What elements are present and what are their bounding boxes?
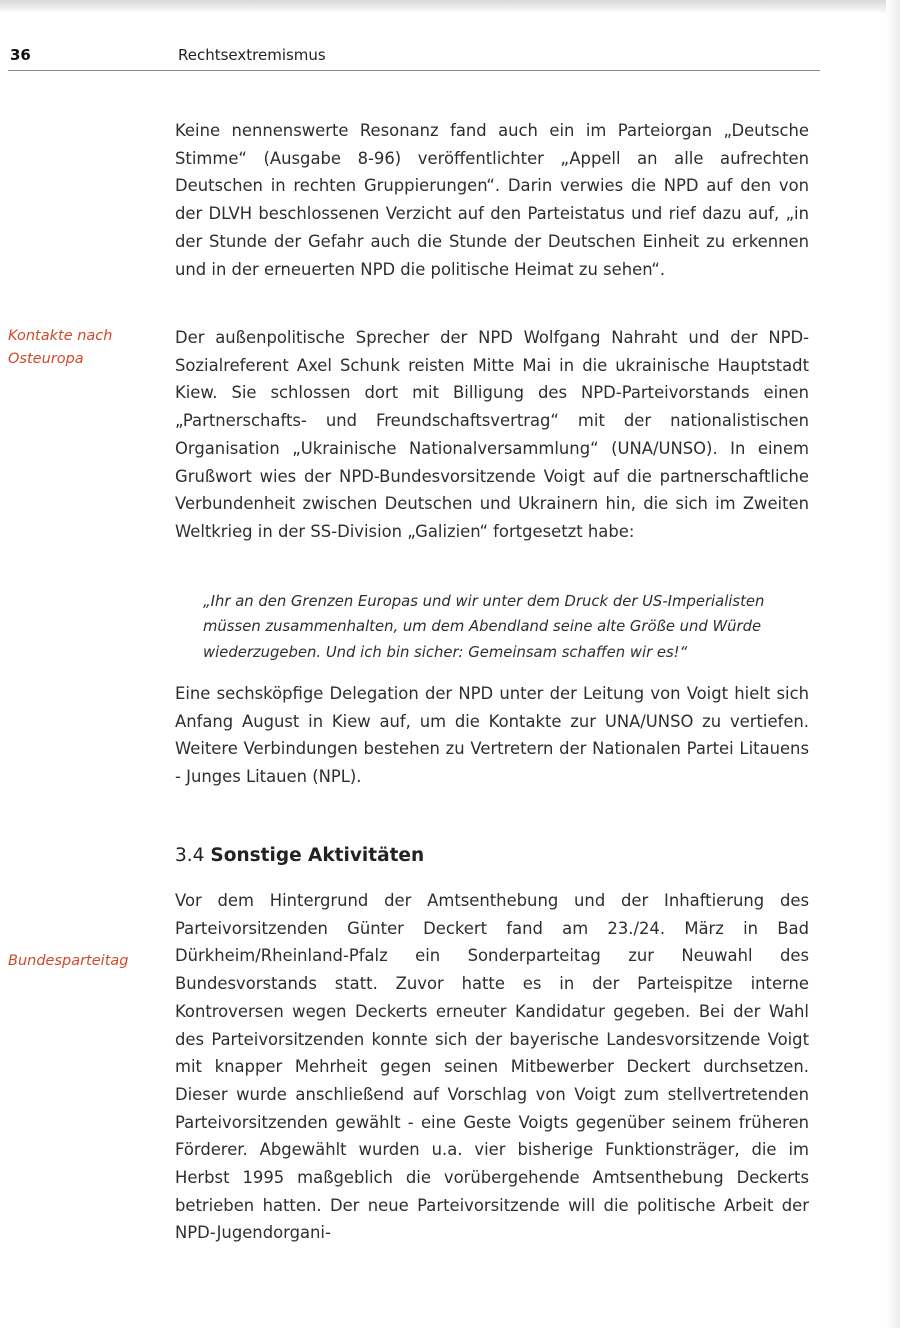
paragraph-2: Der außenpolitische Sprecher der NPD Wolfgang Nahraht und der NPD-Sozialreferent Axel Schunk reisten Mitte Mai in die ukrainische Hauptstadt Kiew. Sie schlossen dort mit Billigung des NPD-Parteivorstands einen „Partnerschafts- und Freundschaftsvertrag“ mit der nationalistischen Organisation „Ukrainische Nationalversammlung“ (UNA/UNSO). In einem Grußwort wies der NPD-Bundesvorsitzende Voigt auf die partnerschaftliche Verbundenheit zwischen Deutschen und Ukrainern hin, die sich im Zweiten Weltkrieg in der SS-Division „Galizien“ fortgesetzt habe: bbox=[175, 328, 809, 541]
scan-shadow-right bbox=[886, 0, 900, 1328]
section-heading bbox=[175, 845, 809, 866]
running-head bbox=[8, 44, 820, 71]
block-quote: „Ihr an den Grenzen Europas und wir unter dem Druck der US-Imperialisten müssen zusammenhalten, um dem Abendland seine alte Größe und Würde wiederzugeben. Und ich bin sicher: Gemeinsam schaffen wir es!“ bbox=[203, 593, 765, 661]
scan-shadow-top bbox=[0, 0, 900, 14]
paragraph-1: Keine nennenswerte Resonanz fand auch ein im Parteiorgan „Deutsche Stimme“ (Ausgabe 8-96) veröffentlichter „Appell an alle aufrechten Deutschen in rechten Gruppierungen“. Darin verwies die NPD auf den von der DLVH beschlossenen Verzicht auf den Parteistatus und rief dazu auf, „in der Stunde der Gefahr auch die Stunde der Deutschen Einheit zu erkennen und in der erneuerten NPD die politische Heimat zu sehen“. bbox=[175, 121, 809, 279]
margin-note-bundesparteitag: Bundesparteitag bbox=[8, 953, 129, 969]
margin-note-kontakte: Kontakte nach Osteuropa bbox=[8, 328, 113, 367]
paragraph-4: Vor dem Hintergrund der Amtsenthebung und der Inhaftierung des Parteivorsitzenden Günter Deckert fand am 23./24. März in Bad Dürkheim/Rheinland-Pfalz ein Sonderparteitag zur Neuwahl des Bundesvorstands statt. Zuvor hatte es in der Parteispitze interne Kontroversen wegen Deckerts erneuter Kandidatur gegeben. Bei der Wahl des Parteivorsitzenden konnte sich der bayerische Landesvorsitzende Voigt mit knapper Mehrheit gegen seinen Mitbewerber Deckert durchsetzen. Dieser wurde anschließend auf Vorschlag von Voigt zum stellvertretenden Parteivorsitzenden gewählt - eine Geste Voigts gegenüber seinem früheren Förderer. Abgewählt wurden u.a. vier bisherige Funktionsträger, die im Herbst 1995 maßgeblich die vorübergehende Amtsenthebung Deckerts betrieben hatten. Der neue Parteivorsitzende will die politische Arbeit der NPD-Jugendorgani- bbox=[175, 891, 809, 1243]
running-head-title: Rechtsextremismus bbox=[178, 46, 326, 64]
page-number: 36 bbox=[10, 46, 31, 64]
section-title: Sonstige Aktivitäten bbox=[210, 845, 425, 866]
paragraph-3: Eine sechsköpfige Delegation der NPD unter der Leitung von Voigt hielt sich Anfang August in Kiew auf, um die Kontakte zur UNA/UNSO zu vertiefen. Weitere Verbindungen bestehen zu Vertretern der Nationalen Partei Litauens - Junges Litauen (NPL). bbox=[175, 684, 809, 787]
section-number: 3.4 bbox=[175, 845, 205, 866]
